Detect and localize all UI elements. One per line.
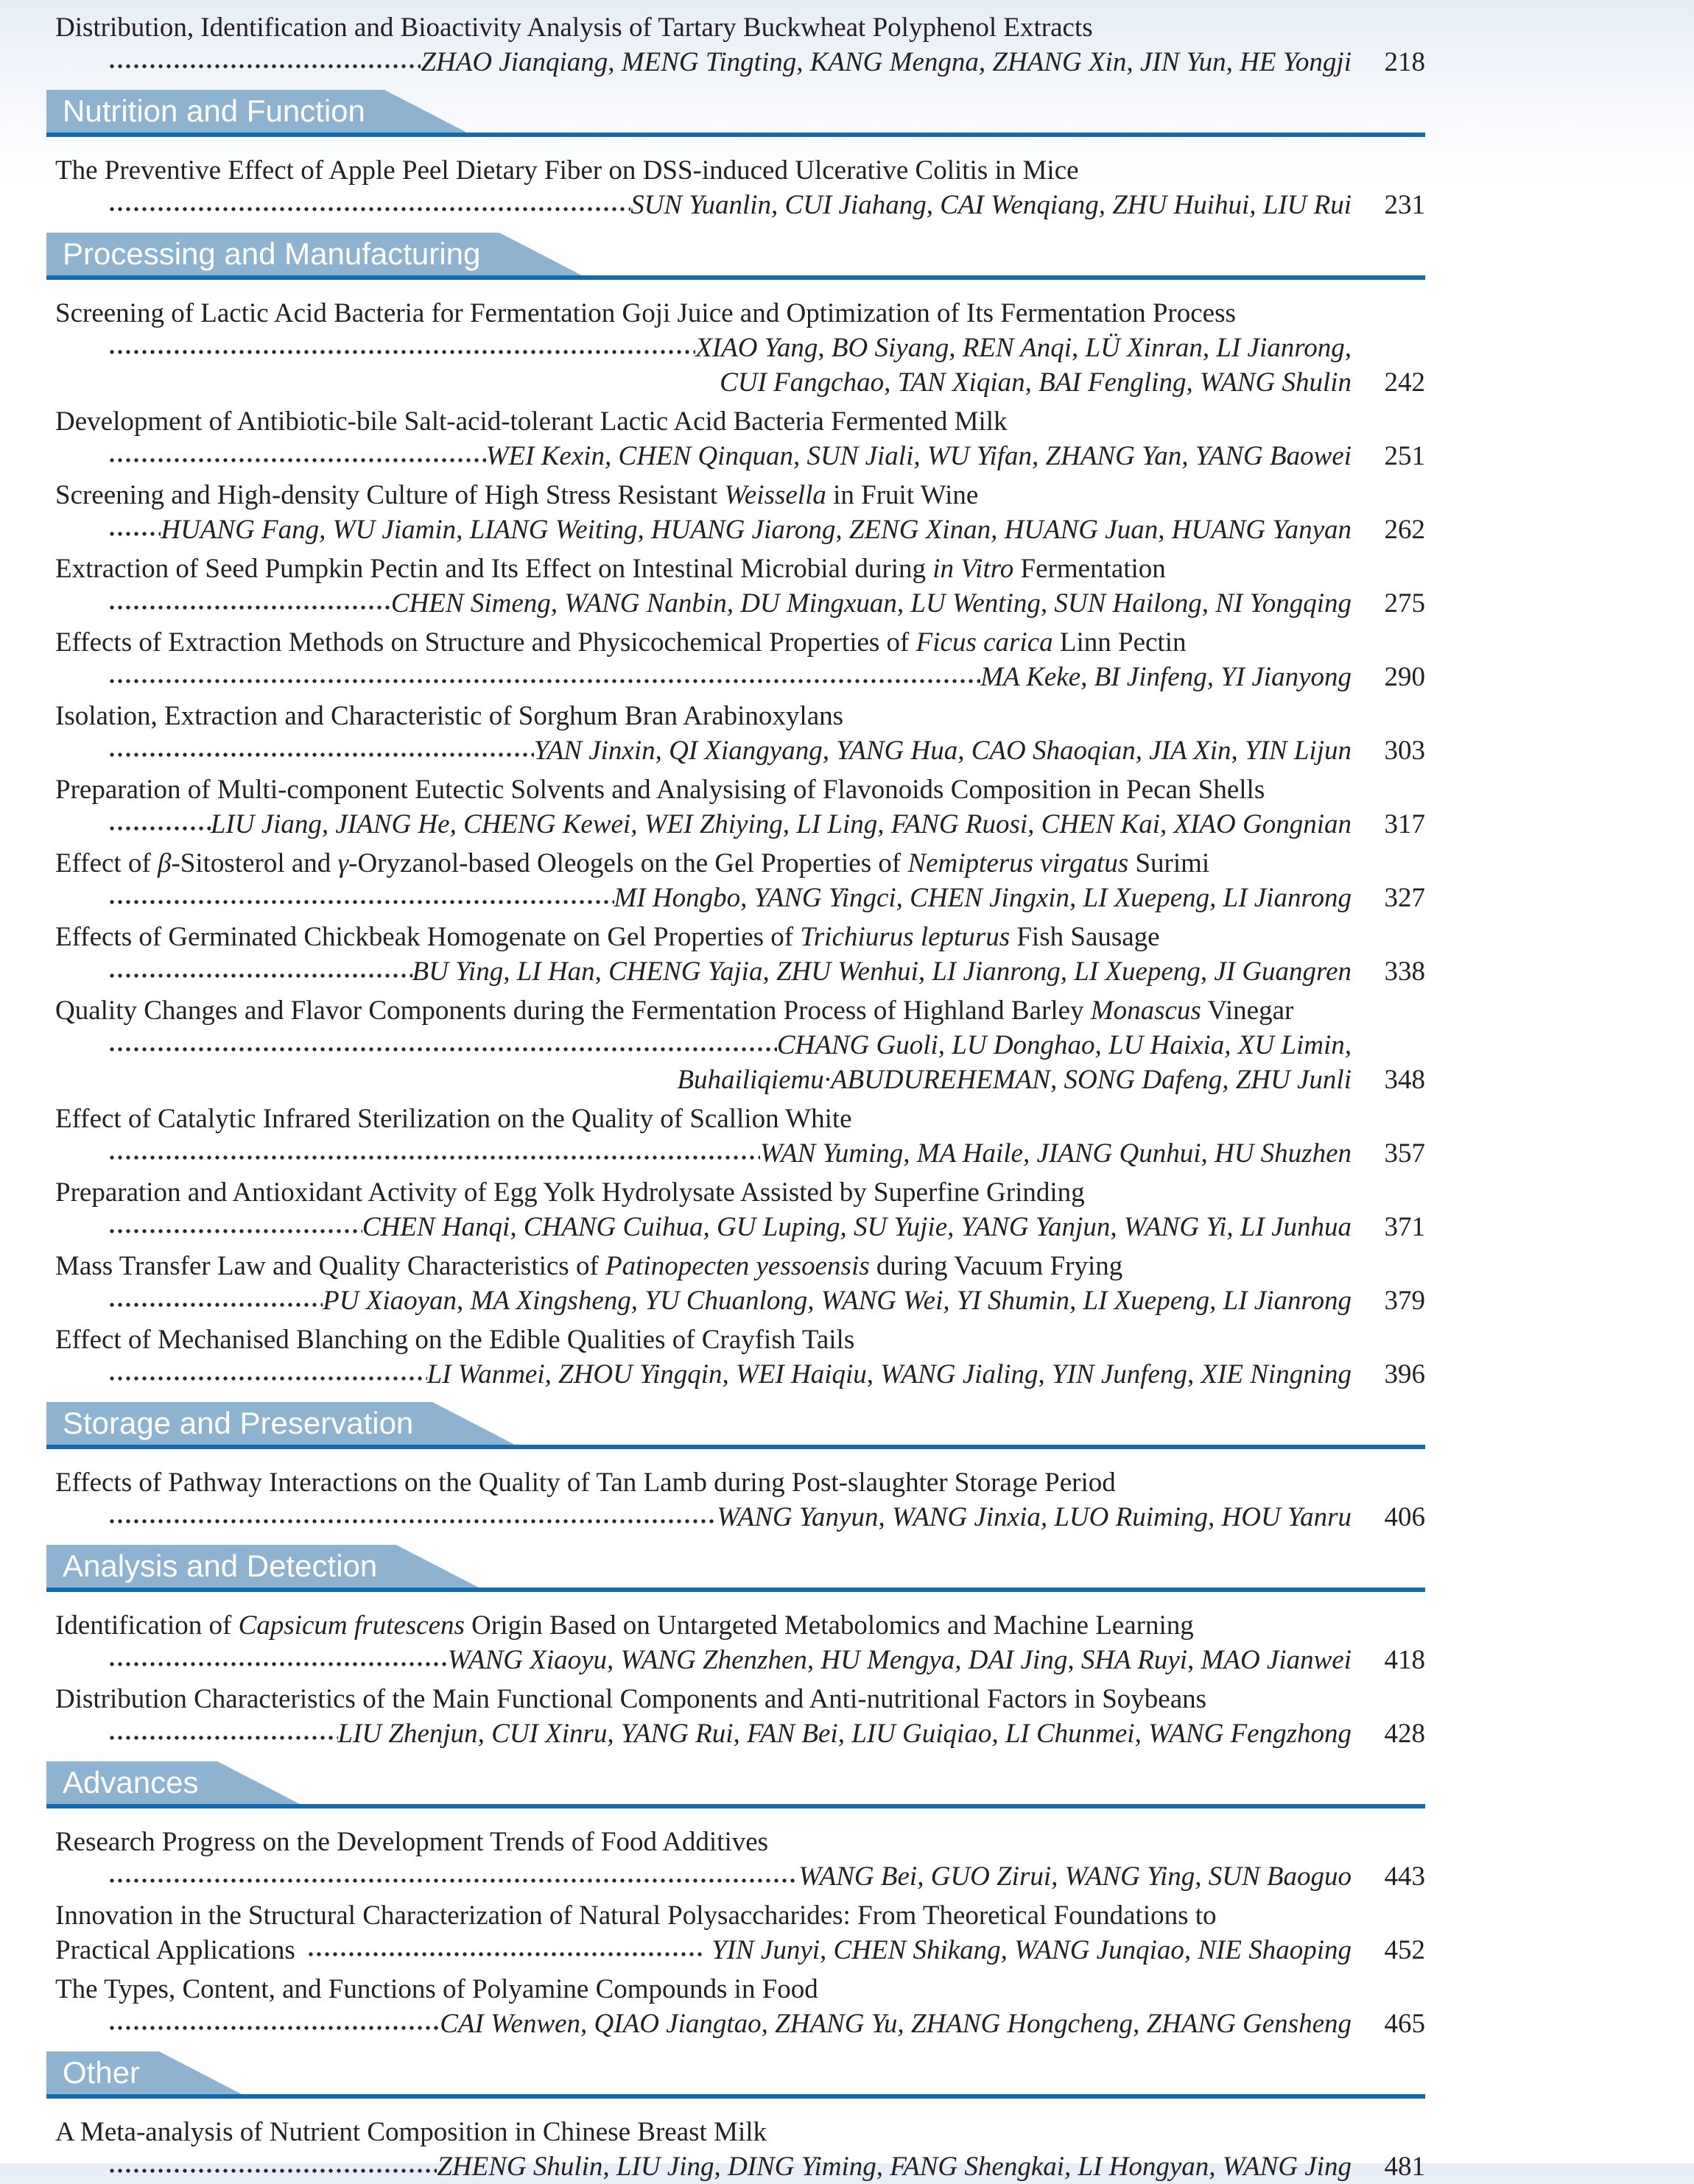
page-number: 338	[1384, 957, 1425, 987]
toc-entry	[55, 1608, 1425, 1677]
entry-title-line	[55, 846, 1425, 881]
entry-authors: LI Wanmei, ZHOU Yingqin, WEI Haiqiu, WANG Jialing, YIN Junfeng, XIE Ningning	[426, 1359, 1352, 1389]
title-text: Fish Sausage	[1010, 922, 1160, 952]
dot-leader	[108, 2149, 437, 2184]
title-text: Trichiurus lepturus	[800, 922, 1011, 952]
page-number: 371	[1384, 1212, 1425, 1242]
title-text: Distribution, Identification and Bioactivity Analysis of Tartary Buckwheat Polyphenol Extracts	[55, 13, 1093, 43]
entry-authors: WANG Yanyun, WANG Jinxia, LUO Ruiming, HOU Yanru	[717, 1502, 1352, 1532]
page-number: 251	[1384, 441, 1425, 471]
toc-entry	[55, 993, 1425, 1097]
title-text: Linn Pectin	[1052, 627, 1187, 658]
page-number: 428	[1384, 1719, 1425, 1749]
entry-author-line	[55, 1859, 1425, 1894]
title-text: β	[158, 848, 172, 878]
entry-authors: LIU Zhenjun, CUI Xinru, YANG Rui, FAN Bei, LIU Guiqiao, LI Chunmei, WANG Fengzhong	[337, 1719, 1352, 1749]
section-rule	[46, 1588, 1425, 1592]
entry-title-line	[55, 1972, 1425, 2007]
dot-leader	[108, 365, 720, 400]
title-text: Effects of Pathway Interactions on the Quality of Tan Lamb during Post-slaughter Storage Period	[55, 1468, 1116, 1498]
entry-title-line	[55, 1465, 1425, 1500]
entry-title-line	[55, 625, 1425, 660]
toc-entry	[55, 625, 1425, 694]
title-text: Distribution Characteristics of the Main Functional Components and Anti-nutritional Factors in Soybeans	[55, 1684, 1207, 1714]
dot-leader	[108, 2007, 440, 2041]
dot-leader	[108, 733, 534, 768]
entry-author-line	[55, 1283, 1425, 1318]
dot-leader	[108, 45, 421, 80]
toc-entry	[55, 1825, 1425, 1894]
title-text: Weissella	[724, 480, 826, 510]
dot-leader	[108, 954, 412, 989]
title-text: The Preventive Effect of Apple Peel Dietary Fiber on DSS-induced Ulcerative Colitis in Mice	[55, 155, 1079, 186]
dot-leader	[108, 660, 980, 694]
page-number: 231	[1384, 190, 1425, 220]
entry-authors: SUN Yuanlin, CUI Jiahang, CAI Wenqiang, ZHU Huihui, LIU Rui	[630, 190, 1352, 220]
entry-authors: CAI Wenwen, QIAO Jiangtao, ZHANG Yu, ZHANG Hongcheng, ZHANG Gensheng	[440, 2009, 1352, 2039]
title-text: Research Progress on the Development Trends of Food Additives	[55, 1827, 769, 1857]
title-text: Nemipterus virgatus	[907, 848, 1129, 878]
dot-leader	[108, 1028, 777, 1063]
entry-author-line	[55, 1716, 1425, 1751]
dot-leader	[108, 1063, 677, 1097]
entry-author-line	[55, 1643, 1425, 1677]
entry-author-line	[55, 660, 1425, 694]
entry-title-line	[55, 772, 1425, 807]
entry-author-line	[55, 439, 1425, 473]
entry-title-line	[55, 478, 1425, 512]
dot-leader	[108, 331, 695, 365]
dot-leader	[307, 1933, 704, 1968]
title-text: Monascus	[1090, 996, 1201, 1026]
title-text: Effect of	[55, 848, 158, 878]
entry-authors: YAN Jinxin, QI Xiangyang, YANG Hua, CAO Shaoqian, JIA Xin, YIN Lijun	[533, 736, 1352, 766]
title-text: Effect of Mechanised Blanching on the Edible Qualities of Crayfish Tails	[55, 1325, 855, 1355]
section-banner: Storage and Preservation	[46, 1402, 432, 1445]
toc-entry	[55, 920, 1425, 989]
section-header	[46, 2051, 1425, 2099]
page-number	[1352, 331, 1425, 365]
toc-entry	[55, 1249, 1425, 1318]
entry-authors: CHANG Guoli, LU Donghao, LU Haixia, XU Limin,	[776, 1030, 1352, 1060]
dot-leader	[108, 188, 630, 222]
entry-authors: WANG Bei, GUO Zirui, WANG Ying, SUN Baoguo	[798, 1861, 1352, 1892]
toc-entry	[55, 404, 1425, 473]
entry-title-line	[55, 1898, 1425, 1933]
dot-leader	[108, 1500, 717, 1535]
section-header	[46, 1402, 1425, 1449]
toc-entry	[55, 1898, 1425, 1968]
entry-title-line	[55, 1175, 1425, 1210]
dot-leader	[108, 881, 614, 915]
toc-section	[55, 1545, 1425, 1751]
page-number: 317	[1384, 809, 1425, 839]
entry-authors: WEI Kexin, CHEN Qinquan, SUN Jiali, WU Yifan, ZHANG Yan, YANG Baowei	[485, 441, 1352, 471]
page-number: 327	[1384, 883, 1425, 913]
dot-leader	[108, 1716, 338, 1751]
entry-author-line	[55, 365, 1425, 400]
toc-entry	[55, 846, 1425, 915]
entry-authors: LIU Jiang, JIANG He, CHENG Kewei, WEI Zhiying, LI Ling, FANG Ruosi, CHEN Kai, XIAO Gongnian	[210, 809, 1352, 839]
entry-authors: MI Hongbo, YANG Yingci, CHEN Jingxin, LI Xuepeng, LI Jianrong	[614, 883, 1352, 913]
entry-authors: WAN Yuming, MA Haile, JIANG Qunhui, HU Shuzhen	[759, 1138, 1352, 1169]
entry-author-line	[55, 1063, 1425, 1097]
dot-leader	[108, 1859, 798, 1894]
entry-authors: BU Ying, LI Han, CHENG Yajia, ZHU Wenhui, LI Jianrong, LI Xuepeng, JI Guangren	[412, 957, 1352, 987]
entry-authors: CHEN Hanqi, CHANG Cuihua, GU Luping, SU Yujie, YANG Yanjun, WANG Yi, LI Junhua	[362, 1212, 1352, 1242]
toc-entry	[55, 772, 1425, 842]
toc-section	[55, 233, 1425, 1392]
entry-title-line	[55, 153, 1425, 188]
toc-entry	[55, 1465, 1425, 1535]
page-number: 379	[1384, 1286, 1425, 1316]
entry-author-line	[55, 1357, 1425, 1392]
title-text: Isolation, Extraction and Characteristic of Sorghum Bran Arabinoxylans	[55, 701, 844, 731]
entry-title-line	[55, 552, 1425, 586]
title-text: Effect of Catalytic Infrared Sterilization on the Quality of Scallion White	[55, 1104, 852, 1134]
entry-title-line	[55, 404, 1425, 439]
entry-title-line	[55, 1608, 1425, 1643]
section-rule	[46, 1445, 1425, 1449]
title-text: Quality Changes and Flavor Components during the Fermentation Process of Highland Barley	[55, 996, 1091, 1026]
entry-author-line	[55, 1210, 1425, 1244]
toc-section	[55, 1761, 1425, 2041]
dot-leader	[108, 586, 391, 621]
title-text: Preparation and Antioxidant Activity of Egg Yolk Hydrolysate Assisted by Superfine Grinding	[55, 1177, 1085, 1208]
toc-entry	[55, 552, 1425, 621]
dot-leader	[108, 1210, 362, 1244]
entry-title-continuation: Practical Applications	[55, 1935, 295, 1965]
entry-author-line	[55, 1136, 1425, 1171]
title-text: Patinopecten yessoensis	[605, 1251, 870, 1281]
dot-leader	[108, 1357, 427, 1392]
entry-title-line	[55, 296, 1425, 331]
entry-authors: Buhailiqiemu·ABUDUREHEMAN, SONG Dafeng, ZHU Junli	[677, 1065, 1352, 1095]
toc-entry	[55, 296, 1425, 400]
toc-entry	[55, 699, 1425, 768]
toc-section	[55, 1402, 1425, 1535]
dot-leader	[108, 1136, 760, 1171]
entry-authors: CHEN Simeng, WANG Nanbin, DU Mingxuan, LU Wenting, SUN Hailong, NI Yongqing	[390, 588, 1352, 619]
dot-leader	[108, 1643, 448, 1677]
section-rule	[46, 1804, 1425, 1808]
page-number: 443	[1384, 1861, 1425, 1892]
entry-authors: ZHAO Jianqiang, MENG Tingting, KANG Mengna, ZHANG Xin, JIN Yun, HE Yongji	[421, 47, 1352, 77]
entry-title-line	[55, 1682, 1425, 1716]
dot-leader	[108, 512, 161, 547]
title-text: Origin Based on Untargeted Metabolomics and Machine Learning	[464, 1610, 1194, 1641]
page-number: 275	[1384, 588, 1425, 619]
title-text: -Sitosterol and	[171, 848, 338, 878]
title-text: Ficus carica	[915, 627, 1053, 658]
page-number: 218	[1384, 47, 1425, 77]
toc-section	[55, 2051, 1425, 2184]
entry-author-line	[55, 1500, 1425, 1535]
entry-author-line	[55, 2007, 1425, 2041]
entry-title-line	[55, 699, 1425, 733]
title-text: during Vacuum Frying	[869, 1251, 1123, 1281]
section-banner: Nutrition and Function	[46, 90, 384, 133]
toc-entry	[55, 153, 1425, 222]
dot-leader	[108, 1283, 323, 1318]
entry-author-line	[55, 512, 1425, 547]
entry-title-line	[55, 2115, 1425, 2149]
title-text: γ	[337, 848, 349, 878]
entry-authors: XIAO Yang, BO Siyang, REN Anqi, LÜ Xinran, LI Jianrong,	[695, 333, 1352, 363]
page-number: 303	[1384, 736, 1425, 766]
page-number: 481	[1384, 2152, 1425, 2182]
title-text: Innovation in the Structural Characterization of Natural Polysaccharides: From Theoretical Foundations to	[55, 1901, 1217, 1931]
dot-leader	[108, 439, 486, 473]
section-header	[46, 1761, 1425, 1808]
page-number: 406	[1384, 1502, 1425, 1532]
entry-title-line	[55, 1825, 1425, 1859]
title-text: Fermentation	[1013, 554, 1166, 584]
section-banner: Processing and Manufacturing	[46, 233, 499, 275]
toc-entry	[55, 1972, 1425, 2041]
page-number: 465	[1384, 2009, 1425, 2039]
entry-author-line	[55, 2149, 1425, 2184]
toc-entry	[55, 1682, 1425, 1751]
page-number: 396	[1384, 1359, 1425, 1389]
title-text: The Types, Content, and Functions of Polyamine Compounds in Food	[55, 1974, 818, 2004]
title-text: in Vitro	[932, 554, 1014, 584]
entry-author-line	[55, 807, 1425, 842]
entry-authors: ZHENG Shulin, LIU Jing, DING Yiming, FANG Shengkai, LI Hongyan, WANG Jing	[437, 2152, 1352, 2182]
section-header	[46, 233, 1425, 280]
entry-author-line	[55, 1028, 1425, 1063]
section-rule	[46, 133, 1425, 137]
toc-entry	[55, 1175, 1425, 1244]
title-text: in Fruit Wine	[826, 480, 979, 510]
section-header	[46, 1545, 1425, 1592]
title-text: A Meta-analysis of Nutrient Composition in Chinese Breast Milk	[55, 2117, 767, 2147]
entry-author-line	[55, 1933, 1425, 1968]
title-text: Effects of Extraction Methods on Structure and Physicochemical Properties of	[55, 627, 916, 658]
title-text: Effects of Germinated Chickbeak Homogenate on Gel Properties of	[55, 922, 801, 952]
entry-authors: YIN Junyi, CHEN Shikang, WANG Junqiao, NIE Shaoping	[711, 1935, 1352, 1965]
title-text: Preparation of Multi-component Eutectic Solvents and Analysising of Flavonoids Composition in Pecan Shells	[55, 775, 1265, 805]
toc-section	[55, 10, 1425, 80]
title-text: Extraction of Seed Pumpkin Pectin and Its Effect on Intestinal Microbial during	[55, 554, 933, 584]
toc-entry	[55, 1102, 1425, 1171]
section-banner: Analysis and Detection	[46, 1545, 396, 1588]
entry-author-line	[55, 881, 1425, 915]
page-number: 452	[1384, 1935, 1425, 1965]
section-banner: Other	[46, 2051, 159, 2094]
entry-author-line	[55, 331, 1425, 365]
entry-authors: MA Keke, BI Jinfeng, YI Jianyong	[980, 662, 1352, 692]
toc-entry	[55, 10, 1425, 80]
title-text: Surimi	[1128, 848, 1210, 878]
title-text: Vinegar	[1201, 996, 1294, 1026]
page-number: 290	[1384, 662, 1425, 692]
entry-title-line	[55, 1249, 1425, 1283]
section-banner: Advances	[46, 1761, 217, 1804]
page-number: 262	[1384, 515, 1425, 545]
section-header	[46, 90, 1425, 137]
page-number	[1352, 1028, 1425, 1063]
entry-authors: CUI Fangchao, TAN Xiqian, BAI Fengling, WANG Shulin	[720, 367, 1352, 398]
title-text: Identification of	[55, 1610, 239, 1641]
section-rule	[46, 2094, 1425, 2099]
entry-title-line	[55, 920, 1425, 954]
toc-entry	[55, 2115, 1425, 2184]
entry-title-line	[55, 10, 1425, 45]
page-number: 418	[1384, 1645, 1425, 1675]
entry-authors: HUANG Fang, WU Jiamin, LIANG Weiting, HUANG Jiarong, ZENG Xinan, HUANG Juan, HUANG Yanyan	[161, 515, 1352, 545]
entry-title-line	[55, 993, 1425, 1028]
entry-author-line	[55, 188, 1425, 222]
title-text: Development of Antibiotic-bile Salt-acid-tolerant Lactic Acid Bacteria Fermented Milk	[55, 406, 1008, 437]
page-number: 357	[1384, 1138, 1425, 1169]
title-text: -Oryzanol-based Oleogels on the Gel Properties of	[348, 848, 908, 878]
page-number: 242	[1384, 367, 1425, 398]
entry-author-line	[55, 45, 1425, 80]
entry-title-line	[55, 1102, 1425, 1136]
title-text: Screening of Lactic Acid Bacteria for Fermentation Goji Juice and Optimization of Its Fermentation Process	[55, 298, 1236, 328]
entry-author-line	[55, 586, 1425, 621]
title-text: Screening and High-density Culture of High Stress Resistant	[55, 480, 725, 510]
toc-entry	[55, 478, 1425, 547]
entry-author-line	[55, 954, 1425, 989]
title-text: Mass Transfer Law and Quality Characteristics of	[55, 1251, 606, 1281]
toc-entry	[55, 1322, 1425, 1392]
entry-authors: PU Xiaoyan, MA Xingsheng, YU Chuanlong, WANG Wei, YI Shumin, LI Xuepeng, LI Jianrong	[323, 1286, 1352, 1316]
section-rule	[46, 275, 1425, 280]
entry-authors: WANG Xiaoyu, WANG Zhenzhen, HU Mengya, DAI Jing, SHA Ruyi, MAO Jianwei	[447, 1645, 1352, 1675]
page-number: 348	[1384, 1065, 1425, 1095]
dot-leader	[108, 807, 211, 842]
title-text: Capsicum frutescens	[238, 1610, 465, 1641]
toc-section	[55, 90, 1425, 222]
entry-author-line	[55, 733, 1425, 768]
entry-title-line	[55, 1322, 1425, 1357]
